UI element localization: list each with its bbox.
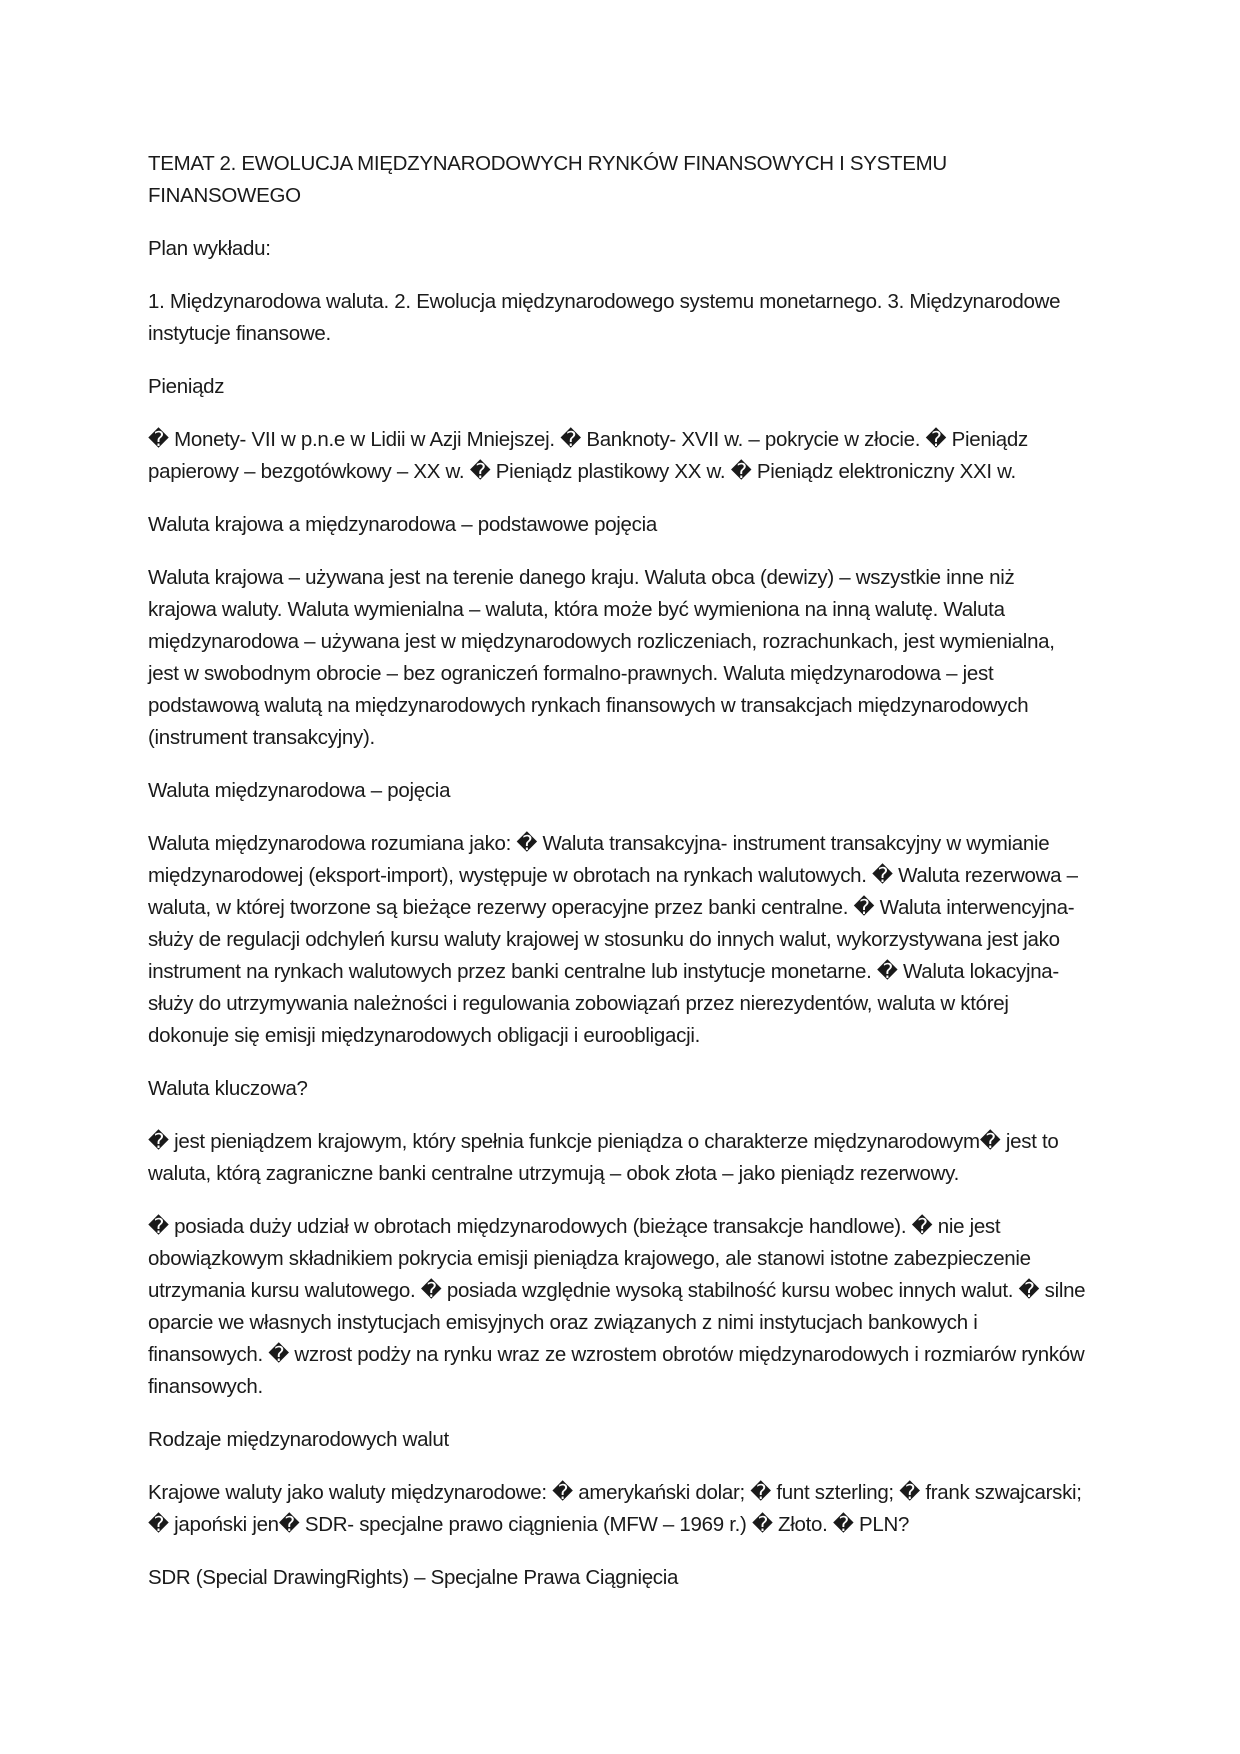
paragraph-kluczowa-definition: � jest pieniądzem krajowym, który spełnia funkcje pieniądza o charakterze międzynarodowym� jest to waluta, którą zagraniczne banki centralne utrzymują – obok złota – jako pieniądz rezerwowy. <box>148 1130 1059 1185</box>
paragraph-pojecia-list: Waluta międzynarodowa rozumiana jako: � Waluta transakcyjna- instrument transakcyjny w wymianie międzynarodowej (eksport-import), występuje w obrotach na rynkach walutowych. � Waluta rezerwowa – waluta, w której tworzone są bieżące rezerwy operacyjne przez banki centralne. � Waluta interwencyjna- służy de regulacji odchyleń kursu waluty krajowej w stosunku do innych walut, wykorzystywana jest jako instrument na rynkach walutowych przez banki centralne lub instytucje monetarne. � Waluta lokacyjna- służy do utrzymywania należności i regulowania zobowiązań przez nierezydentów, waluta w której dokonuje się emisji międzynarodowych obligacji i euroobligacji. <box>148 832 1078 1047</box>
paragraph-rodzaje-heading: Rodzaje międzynarodowych walut <box>148 1428 449 1451</box>
paragraph-pojecia-heading: Waluta międzynarodowa – pojęcia <box>148 779 451 802</box>
document-title: TEMAT 2. EWOLUCJA MIĘDZYNARODOWYCH RYNKÓW FINANSOWYCH I SYSTEMU FINANSOWEGO <box>148 152 947 207</box>
paragraph-plan-heading: Plan wykładu: <box>148 237 271 260</box>
paragraph-waluta-definitions: Waluta krajowa – używana jest na terenie danego kraju. Waluta obca (dewizy) – wszystkie inne niż krajowa waluty. Waluta wymienialna – waluta, która może być wymieniona na inną walutę. Waluta międzynarodowa – używana jest w międzynarodowych rozliczeniach, rozrachunkach, jest wymienialna, jest w swobodnym obrocie – bez ograniczeń formalno-prawnych. Waluta międzynarodowa – jest podstawową walutą na międzynarodowych rynkach finansowych w transakcjach międzynarodowych (instrument transakcyjny). <box>148 566 1055 749</box>
paragraph-sdr-heading: SDR (Special DrawingRights) – Specjalne Prawa Ciągnięcia <box>148 1566 679 1589</box>
paragraph-waluta-heading: Waluta krajowa a międzynarodowa – podstawowe pojęcia <box>148 513 657 536</box>
paragraph-pieniadz-heading: Pieniądz <box>148 375 225 398</box>
document-body <box>148 148 1088 1615</box>
paragraph-plan-list: 1. Międzynarodowa waluta. 2. Ewolucja międzynarodowego systemu monetarnego. 3. Międzynarodowe instytucje finansowe. <box>148 290 1061 345</box>
paragraph-kluczowa-heading: Waluta kluczowa? <box>148 1077 308 1100</box>
paragraph-pieniadz-history: � Monety- VII w p.n.e w Lidii w Azji Mniejszej. � Banknoty- XVII w. – pokrycie w złocie. � Pieniądz papierowy – bezgotówkowy – XX w. � Pieniądz plastikowy XX w. � Pieniądz elektroniczny XXI w. <box>148 428 1028 483</box>
paragraph-kluczowa-features: � posiada duży udział w obrotach międzynarodowych (bieżące transakcje handlowe). � nie jest obowiązkowym składnikiem pokrycia emisji pieniądza krajowego, ale stanowi istotne zabezpieczenie utrzymania kursu walutowego. � posiada względnie wysoką stabilność kursu wobec innych walut. � silne oparcie we własnych instytucjach emisyjnych oraz związanych z nimi instytucjach bankowych i finansowych. � wzrost podży na rynku wraz ze wzrostem obrotów międzynarodowych i rozmiarów rynków finansowych. <box>148 1215 1086 1398</box>
paragraph-rodzaje-list: Krajowe waluty jako waluty międzynarodowe: � amerykański dolar; � funt szterling; � frank szwajcarski; � japoński jen� SDR- specjalne prawo ciągnienia (MFW – 1969 r.) � Złoto. � PLN? <box>148 1481 1082 1536</box>
